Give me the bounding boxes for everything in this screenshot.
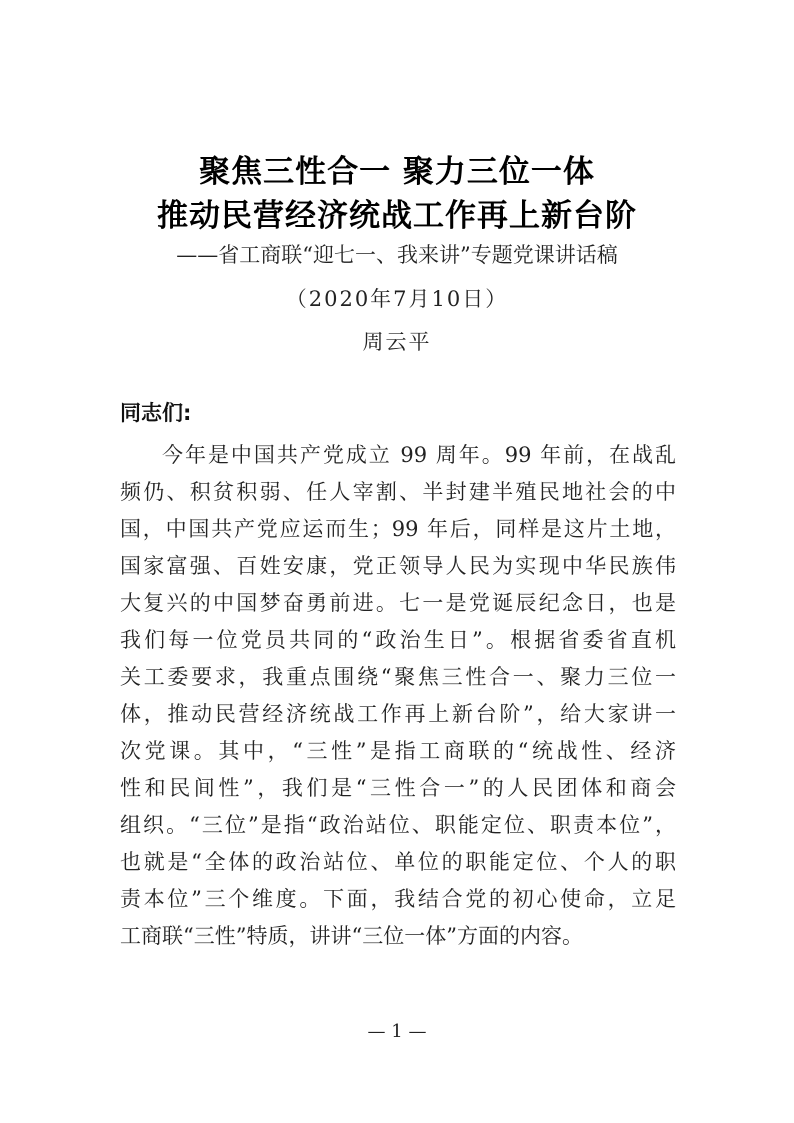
document-author: 周云平 <box>362 330 432 354</box>
body-line: 组织。“三位”是指“政治站位、职能定位、职责本位”， <box>120 813 676 837</box>
salutation: 同志们: <box>120 401 192 425</box>
page-number: — 1 — <box>367 1021 427 1042</box>
body-line: 体，推动民营经济统战工作再上新台阶”，给大家讲一 <box>120 702 676 726</box>
body-line: 大复兴的中国梦奋勇前进。七一是党诞辰纪念日，也是 <box>120 591 676 615</box>
body-paragraph <box>120 437 676 955</box>
body-line: 责本位”三个维度。下面，我结合党的初心使命，立足 <box>120 887 676 911</box>
body-line: 性和民间性”，我们是“三性合一”的人民团体和商会 <box>120 776 676 800</box>
body-line: 国家富强、百姓安康，党正领导人民为实现中华民族伟 <box>120 554 676 578</box>
title-line-1: 聚焦三性合一 聚力三位一体 <box>199 154 595 190</box>
document-title <box>0 150 794 238</box>
document-date: （2020年7月10日） <box>285 287 509 311</box>
body-line: 我们每一位党员共同的“政治生日”。根据省委省直机 <box>120 628 676 652</box>
body-line: 次党课。其中，“三性”是指工商联的“统战性、经济 <box>120 739 676 763</box>
title-line-2: 推动民营经济统战工作再上新台阶 <box>157 198 637 234</box>
body-line: 国，中国共产党应运而生；99 年后，同样是这片土地， <box>120 517 676 541</box>
body-line: 工商联“三性”特质，讲讲“三位一体”方面的内容。 <box>120 924 583 948</box>
body-line: 关工委要求，我重点围绕“聚焦三性合一、聚力三位一 <box>120 665 676 689</box>
body-line: 也就是“全体的政治站位、单位的职能定位、个人的职 <box>120 850 676 874</box>
body-line: 今年是中国共产党成立 99 周年。99 年前，在战乱 <box>162 443 676 467</box>
document-subtitle: ——省工商联“迎七一、我来讲”专题党课讲话稿 <box>176 243 618 267</box>
body-line: 频仍、积贫积弱、任人宰割、半封建半殖民地社会的中 <box>120 480 676 504</box>
